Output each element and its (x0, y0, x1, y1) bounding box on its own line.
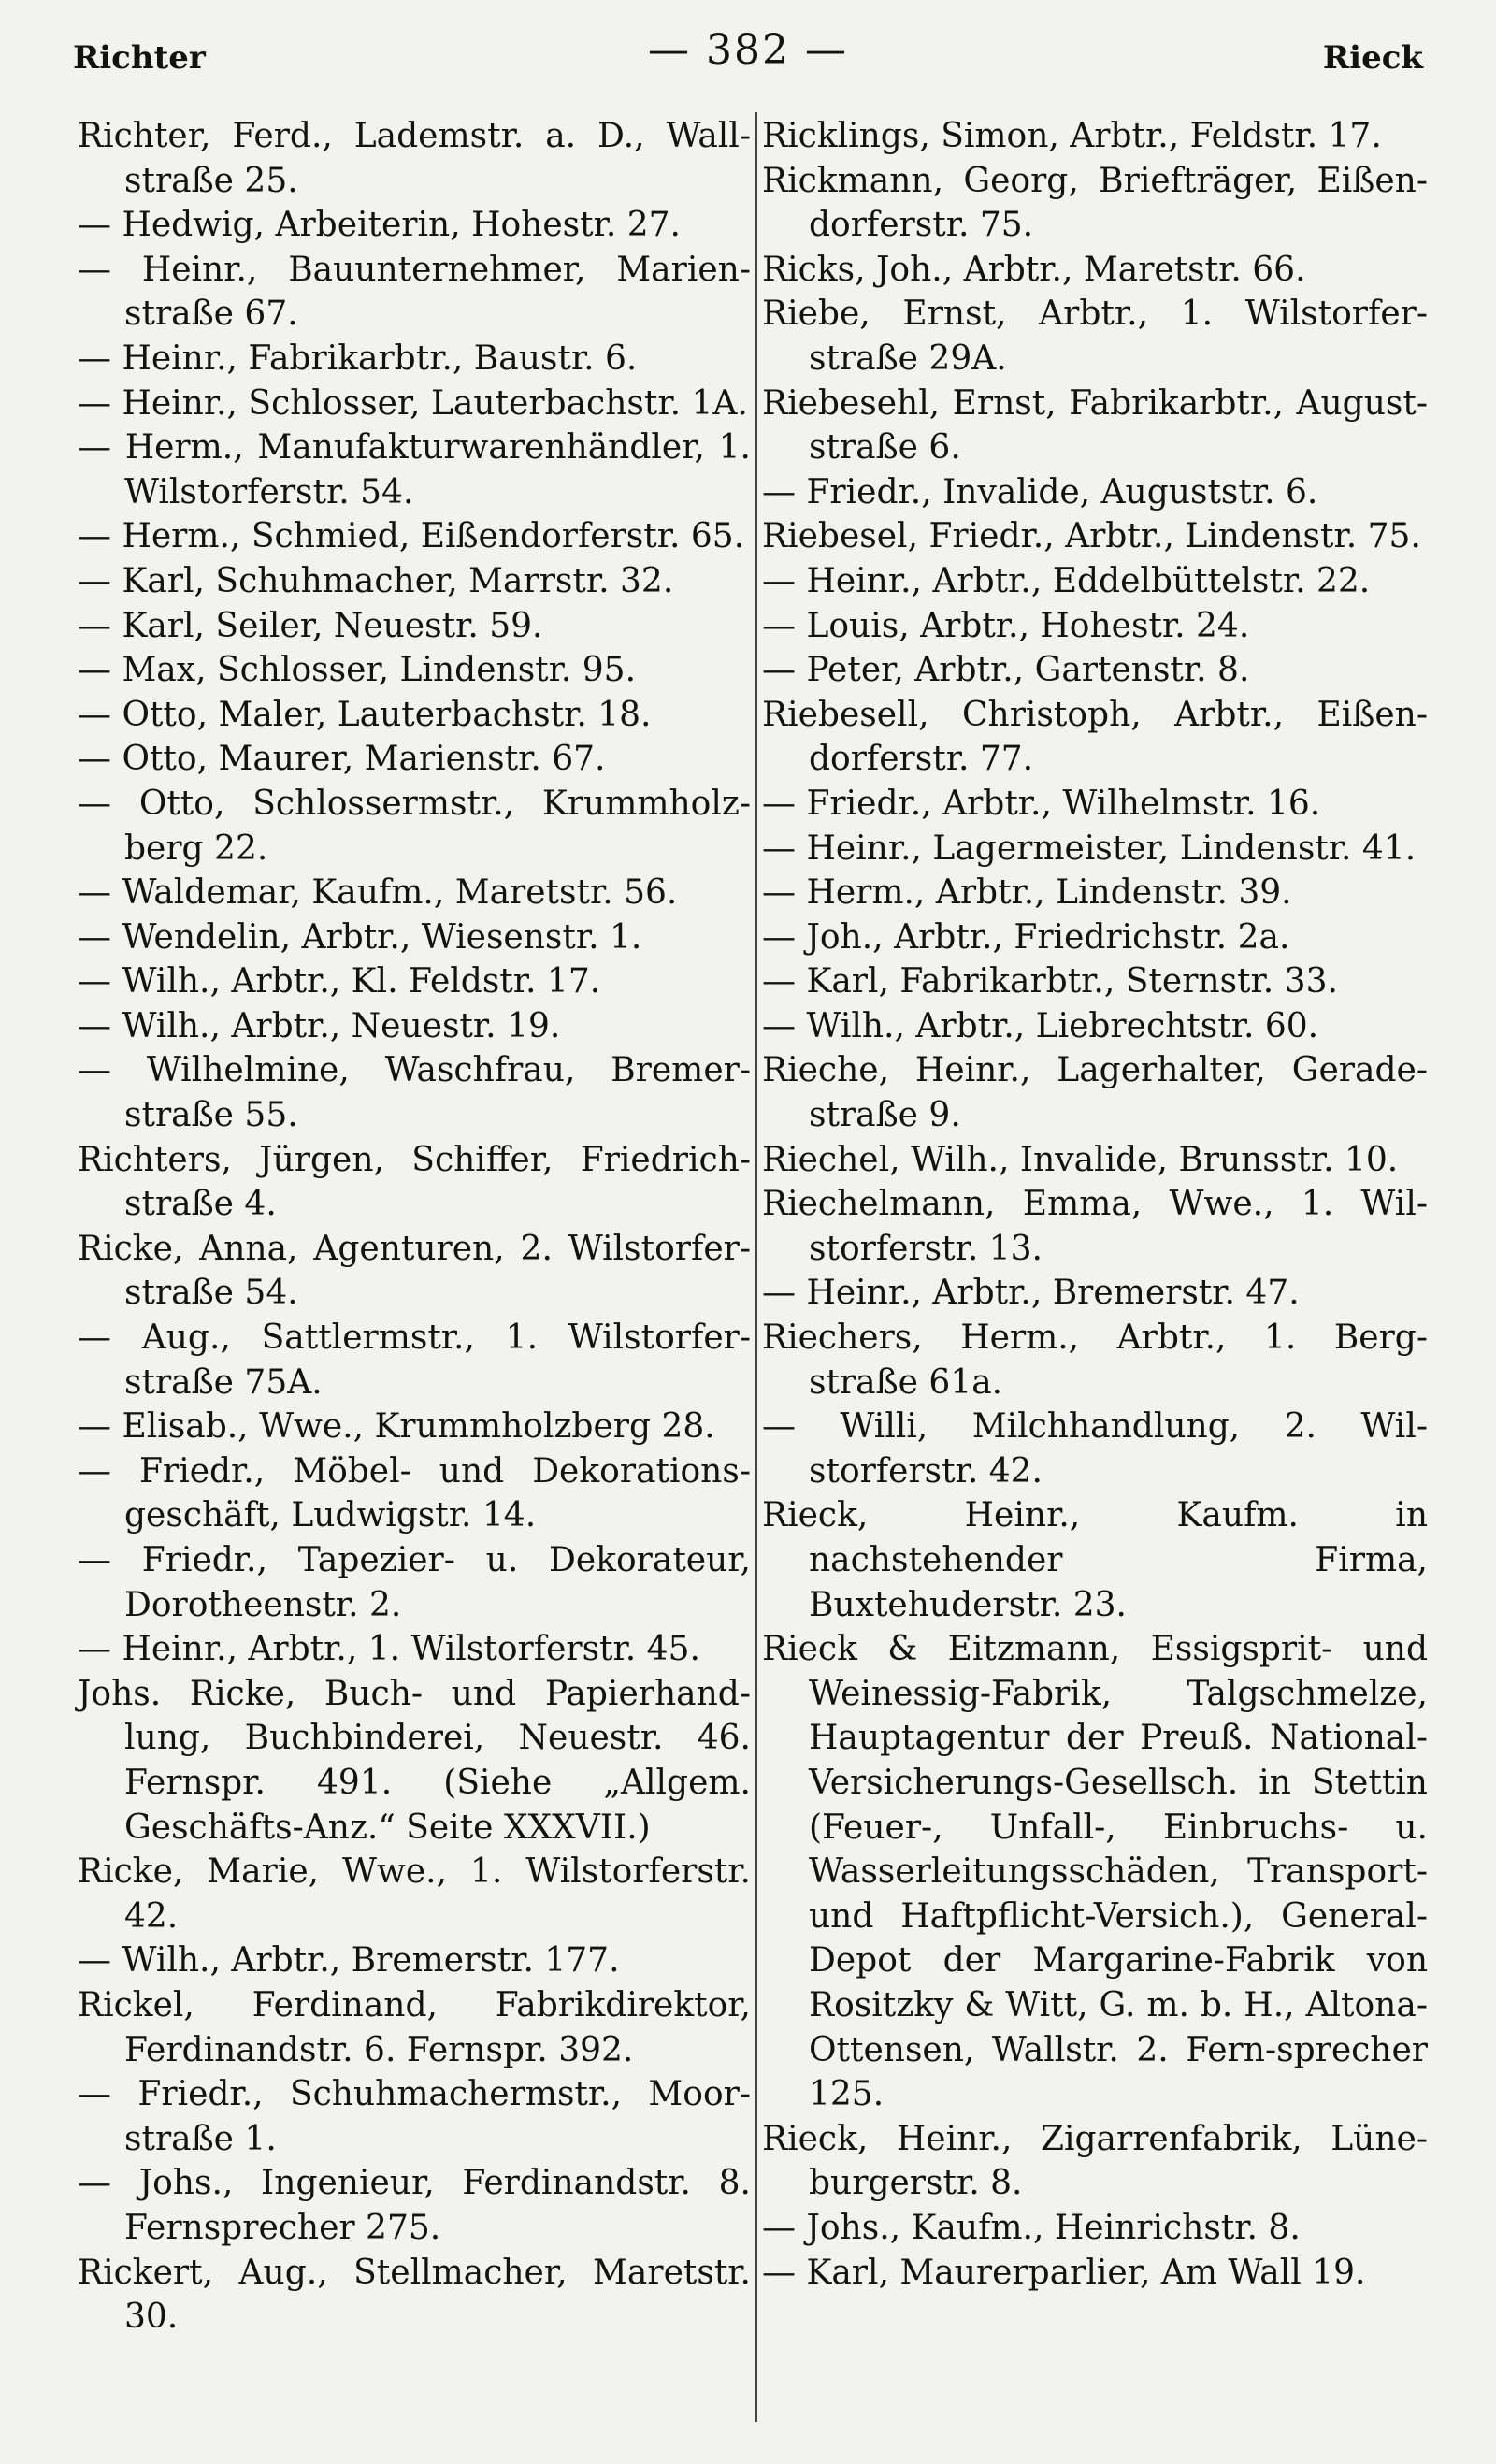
directory-entry: — Otto, Schlossermstr., Krummholz-berg 22. (78, 784, 751, 868)
directory-entry: Ricke, Marie, Wwe., 1. Wilstorferstr. 42. (78, 1852, 751, 1936)
directory-entry: Ricke, Anna, Agenturen, 2. Wilstorfer-straße 54. (78, 1229, 751, 1313)
directory-entry: — Friedr., Arbtr., Wilhelmstr. 16. (762, 784, 1321, 823)
directory-entry: — Willi, Milchhandlung, 2. Wil-storferstr. 42. (762, 1407, 1428, 1491)
directory-entry: Riechelmann, Emma, Wwe., 1. Wil-storferstr. 13. (762, 1185, 1428, 1268)
directory-entry: — Heinr., Lagermeister, Lindenstr. 41. (762, 829, 1417, 868)
directory-entry: Richters, Jürgen, Schiffer, Friedrich-straße 4. (78, 1140, 751, 1224)
column-divider (755, 112, 757, 2422)
directory-entry: — Aug., Sattlermstr., 1. Wilstorfer-straße 75A. (78, 1318, 751, 1402)
directory-entry: — Otto, Maler, Lauterbachstr. 18. (78, 695, 652, 734)
directory-entry: — Otto, Maurer, Marienstr. 67. (78, 740, 606, 779)
directory-entry: — Waldemar, Kaufm., Maretstr. 56. (78, 873, 678, 913)
directory-entry: Rieck, Heinr., Kaufm. in nachstehender Firma, Buxtehuderstr. 23. (762, 1496, 1428, 1624)
right-column (762, 114, 1428, 2295)
directory-entry: Riebesel, Friedr., Arbtr., Lindenstr. 75. (762, 517, 1421, 556)
directory-entry: — Karl, Maurerparlier, Am Wall 19. (762, 2253, 1366, 2292)
directory-entry: — Heinr., Fabrikarbtr., Baustr. 6. (78, 339, 638, 378)
directory-entry: — Heinr., Arbtr., 1. Wilstorferstr. 45. (78, 1630, 700, 1669)
directory-entry: Rieck & Eitzmann, Essigsprit- und Weinessig-Fabrik, Talgschmelze, Hauptagentur der Preuß. National-Versicherungs-Gesellsch. in Stettin (Feuer-, Unfall-, Einbruchs- u. Wasserleitungsschäden, Transport- und Haftpflicht-Versich.), General-Depot der Margarine-Fabrik von Rositzky & Witt, G. m. b. H., Altona-Ottensen, Wallstr. 2. Fern-sprecher 125. (762, 1630, 1428, 2114)
directory-entry: Ricklings, Simon, Arbtr., Feldstr. 17. (762, 117, 1382, 155)
directory-entry: — Herm., Arbtr., Lindenstr. 39. (762, 873, 1292, 913)
directory-entry: — Louis, Arbtr., Hohestr. 24. (762, 606, 1250, 645)
directory-entry: — Wilhelmine, Waschfrau, Bremer-straße 55. (78, 1051, 751, 1135)
directory-entry: Ricks, Joh., Arbtr., Maretstr. 66. (762, 250, 1306, 289)
directory-entry: — Peter, Arbtr., Gartenstr. 8. (762, 651, 1250, 690)
directory-entry: — Hedwig, Arbeiterin, Hohestr. 27. (78, 206, 681, 245)
directory-entry: — Heinr., Bauunternehmer, Marien-straße 67. (78, 250, 751, 334)
directory-entry: — Wilh., Arbtr., Kl. Feldstr. 17. (78, 962, 601, 1001)
left-column (78, 114, 751, 2340)
directory-entry: — Johs., Kaufm., Heinrichstr. 8. (762, 2208, 1301, 2247)
directory-entry: — Johs., Ingenieur, Ferdinandstr. 8. Fernsprecher 275. (78, 2164, 751, 2247)
directory-entry: Riebesell, Christoph, Arbtr., Eißen-dorferstr. 77. (762, 695, 1428, 779)
directory-entry: Rickert, Aug., Stellmacher, Maretstr. 30. (78, 2253, 751, 2337)
page-header (73, 26, 1423, 82)
directory-entry: — Karl, Seiler, Neuestr. 59. (78, 606, 543, 645)
page-number: — 382 — (648, 26, 848, 74)
directory-entry: Riechel, Wilh., Invalide, Brunsstr. 10. (762, 1140, 1399, 1179)
directory-entry: — Wendelin, Arbtr., Wiesenstr. 1. (78, 917, 642, 957)
directory-entry: Rickmann, Georg, Briefträger, Eißen-dorferstr. 75. (762, 161, 1428, 245)
directory-entry: — Wilh., Arbtr., Neuestr. 19. (78, 1006, 561, 1045)
directory-entry: — Elisab., Wwe., Krummholzberg 28. (78, 1407, 715, 1447)
directory-entry: — Heinr., Schlosser, Lauterbachstr. 1A. (78, 383, 748, 423)
directory-entry: Richter, Ferd., Lademstr. a. D., Wall-straße 25. (78, 117, 751, 200)
directory-entry: — Karl, Schuhmacher, Marrstr. 32. (78, 561, 674, 600)
directory-entry: — Friedr., Schuhmachermstr., Moor-straße 1. (78, 2075, 751, 2158)
directory-entry: — Joh., Arbtr., Friedrichstr. 2a. (762, 917, 1290, 957)
directory-entry: — Herm., Schmied, Eißendorferstr. 65. (78, 517, 745, 556)
directory-entry: — Friedr., Möbel- und Dekorations-geschäft, Ludwigstr. 14. (78, 1451, 751, 1535)
directory-entry: — Heinr., Arbtr., Bremerstr. 47. (762, 1274, 1300, 1313)
directory-entry: — Friedr., Invalide, Auguststr. 6. (762, 472, 1318, 512)
directory-entry: — Heinr., Arbtr., Eddelbüttelstr. 22. (762, 561, 1371, 600)
directory-entry: — Friedr., Tapezier- u. Dekorateur, Dorotheenstr. 2. (78, 1541, 751, 1624)
header-right-keyword: Rieck (1322, 39, 1423, 77)
directory-entry: — Wilh., Arbtr., Bremerstr. 177. (78, 1941, 620, 1981)
header-left-keyword: Richter (73, 39, 206, 77)
directory-entry: Riebe, Ernst, Arbtr., 1. Wilstorfer-straße 29A. (762, 295, 1428, 378)
directory-entry: Rieck, Heinr., Zigarrenfabrik, Lüne-burgerstr. 8. (762, 2119, 1428, 2203)
directory-entry: Johs. Ricke, Buch- und Papierhand-lung, Buchbinderei, Neuestr. 46. Fernspr. 491. (Siehe „Allgem. Geschäfts-Anz.“ Seite XXXVII.) (78, 1674, 751, 1847)
directory-entry: — Karl, Fabrikarbtr., Sternstr. 33. (762, 962, 1338, 1001)
directory-entry: Rickel, Ferdinand, Fabrikdirektor, Ferdinandstr. 6. Fernspr. 392. (78, 1985, 751, 2069)
directory-entry: Riechers, Herm., Arbtr., 1. Berg-straße 61a. (762, 1318, 1428, 1402)
directory-entry: — Herm., Manufakturwarenhändler, 1. Wilstorferstr. 54. (78, 428, 751, 512)
directory-entry: Riebesehl, Ernst, Fabrikarbtr., August-straße 6. (762, 383, 1428, 468)
directory-entry: Rieche, Heinr., Lagerhalter, Gerade-straße 9. (762, 1051, 1428, 1135)
directory-entry: — Wilh., Arbtr., Liebrechtstr. 60. (762, 1006, 1319, 1045)
directory-entry: — Max, Schlosser, Lindenstr. 95. (78, 651, 637, 690)
